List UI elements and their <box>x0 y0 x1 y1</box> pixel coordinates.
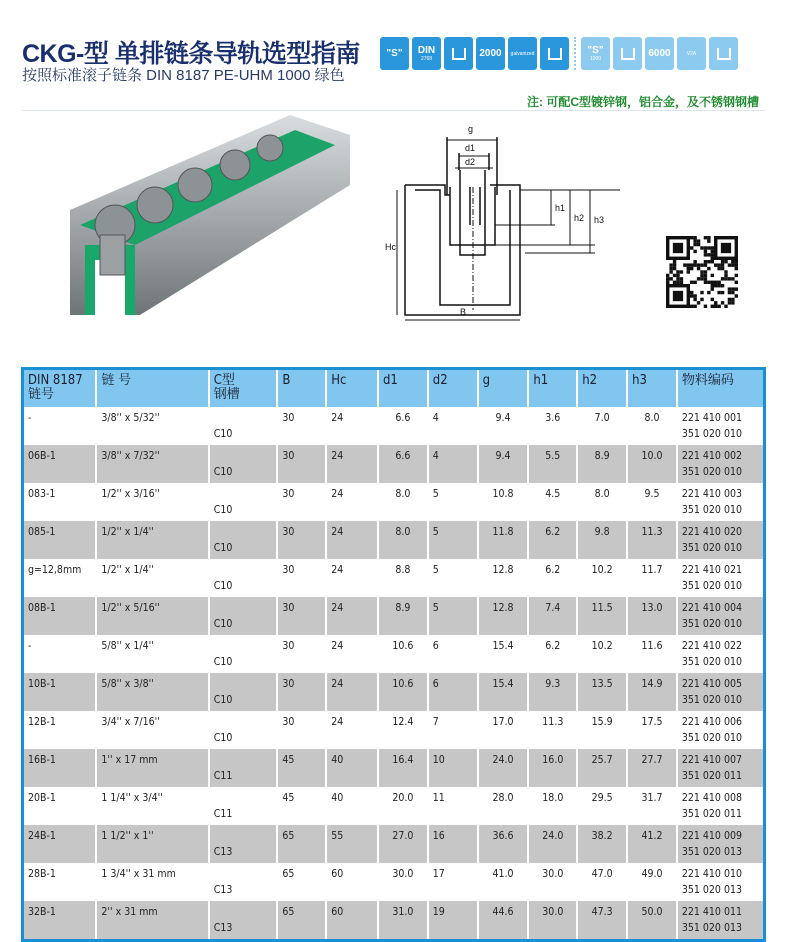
cell-hc: 24 <box>326 711 378 749</box>
part-number: 221 410 021 <box>681 563 742 576</box>
cell-din: 12B-1 <box>23 711 97 749</box>
cell-d2: 5 <box>428 597 478 635</box>
table-row <box>23 787 765 825</box>
cell-hc: 24 <box>326 521 378 559</box>
cell-b: 30 <box>277 597 326 635</box>
part-number: 221 410 011 <box>681 905 742 918</box>
cell-din: 085-1 <box>23 521 97 559</box>
cell-d2: 4 <box>428 445 478 483</box>
cell-d1: 10.6 <box>378 635 428 673</box>
cell-d2: 6 <box>428 673 478 711</box>
cell-d1: 8.0 <box>378 483 428 521</box>
part-number: 351 020 013 <box>681 883 742 896</box>
cell-channel: C13 <box>209 863 278 901</box>
part-number: 221 410 010 <box>681 867 742 880</box>
cell-d2: 17 <box>428 863 478 901</box>
label-d2: d2 <box>465 157 476 167</box>
feature-icons <box>380 37 738 70</box>
cell-channel: C10 <box>209 445 278 483</box>
cell-h3: 27.7 <box>627 749 677 787</box>
cell-channel: C10 <box>209 521 278 559</box>
cell-b: 30 <box>277 483 326 521</box>
cell-d1: 8.9 <box>378 597 428 635</box>
part-number: 221 410 004 <box>681 601 742 614</box>
cell-chain: 1/2'' x 5/16'' <box>96 597 208 635</box>
part-number: 221 410 002 <box>681 449 742 462</box>
part-numbers <box>677 711 765 749</box>
part-numbers <box>677 483 765 521</box>
table-row <box>23 749 765 787</box>
cell-h3: 11.7 <box>627 559 677 597</box>
icon-separator <box>574 37 576 70</box>
cell-g: 17.0 <box>478 711 529 749</box>
cell-chain: 1'' x 17 mm <box>96 749 208 787</box>
page-subtitle: 按照标准滚子链条 DIN 8187 PE-UHM 1000 绿色 <box>22 67 345 84</box>
cell-b: 30 <box>277 407 326 445</box>
cell-d2: 5 <box>428 559 478 597</box>
cell-hc: 24 <box>326 559 378 597</box>
cell-h1: 5.5 <box>528 445 577 483</box>
cell-channel: C10 <box>209 635 278 673</box>
cell-h2: 8.0 <box>577 483 627 521</box>
cell-channel: C10 <box>209 559 278 597</box>
cell-hc: 60 <box>326 901 378 941</box>
cell-h2: 25.7 <box>577 749 627 787</box>
cell-h1: 7.4 <box>528 597 577 635</box>
din-2768-icon <box>412 37 441 70</box>
part-numbers <box>677 749 765 787</box>
part-number: 221 410 022 <box>681 639 742 652</box>
cell-d2: 5 <box>428 483 478 521</box>
cell-din: g=12,8mm <box>23 559 97 597</box>
table-row <box>23 863 765 901</box>
cell-d1: 10.6 <box>378 673 428 711</box>
part-number: 351 020 013 <box>681 921 742 934</box>
s-1000-icon <box>581 37 610 70</box>
cell-b: 45 <box>277 749 326 787</box>
part-numbers <box>677 407 765 445</box>
cell-din: 06B-1 <box>23 445 97 483</box>
part-number: 351 020 010 <box>681 579 742 592</box>
cell-g: 44.6 <box>478 901 529 941</box>
length-2000-icon <box>476 37 505 70</box>
spec-table <box>21 367 766 942</box>
icon-top-label: 6000 <box>648 47 671 59</box>
table-row <box>23 521 765 559</box>
part-number: 351 020 010 <box>681 465 742 478</box>
cell-channel: C10 <box>209 407 278 445</box>
cell-d1: 8.8 <box>378 559 428 597</box>
part-number: 221 410 001 <box>681 411 742 424</box>
cell-h3: 8.0 <box>627 407 677 445</box>
part-number: 351 020 010 <box>681 617 742 630</box>
cell-chain: 1/2'' x 1/4'' <box>96 559 208 597</box>
table-row <box>23 635 765 673</box>
cell-b: 30 <box>277 521 326 559</box>
cell-g: 15.4 <box>478 673 529 711</box>
cell-hc: 60 <box>326 863 378 901</box>
column-header: Hc <box>326 369 378 407</box>
column-header: 链 号 <box>96 369 208 407</box>
cell-g: 15.4 <box>478 635 529 673</box>
cell-hc: 24 <box>326 635 378 673</box>
part-numbers <box>677 597 765 635</box>
table-row <box>23 711 765 749</box>
part-number: 351 020 010 <box>681 693 742 706</box>
cell-din: 24B-1 <box>23 825 97 863</box>
label-h1: h1 <box>555 203 566 213</box>
cell-b: 65 <box>277 901 326 941</box>
cell-d2: 6 <box>428 635 478 673</box>
cell-h2: 10.2 <box>577 635 627 673</box>
table-row <box>23 597 765 635</box>
cell-h1: 6.2 <box>528 559 577 597</box>
cell-d2: 10 <box>428 749 478 787</box>
cell-h3: 13.0 <box>627 597 677 635</box>
cell-d2: 5 <box>428 521 478 559</box>
cell-h1: 6.2 <box>528 521 577 559</box>
cell-chain: 3/8'' x 7/32'' <box>96 445 208 483</box>
cell-h2: 13.5 <box>577 673 627 711</box>
cell-h3: 11.3 <box>627 521 677 559</box>
cell-h3: 50.0 <box>627 901 677 941</box>
table-row <box>23 559 765 597</box>
icon-bottom-label: galvanized <box>510 50 535 57</box>
column-header: h3 <box>627 369 677 407</box>
column-header: h1 <box>528 369 577 407</box>
label-h3: h3 <box>594 215 605 225</box>
part-number: 351 020 011 <box>681 807 742 820</box>
cell-h2: 47.3 <box>577 901 627 941</box>
cell-h3: 49.0 <box>627 863 677 901</box>
cell-h2: 9.8 <box>577 521 627 559</box>
cell-hc: 24 <box>326 445 378 483</box>
cell-hc: 55 <box>326 825 378 863</box>
icon-top-label: "S" <box>587 44 604 56</box>
cell-channel: C13 <box>209 825 278 863</box>
table-row <box>23 825 765 863</box>
cell-chain: 3/8'' x 5/32'' <box>96 407 208 445</box>
cell-channel: C10 <box>209 673 278 711</box>
cell-h1: 30.0 <box>528 901 577 941</box>
cell-g: 9.4 <box>478 407 529 445</box>
cell-h1: 3.6 <box>528 407 577 445</box>
material-note: 注: 可配C型镀锌钢，铝合金，及不锈钢钢槽 <box>527 95 759 109</box>
part-number: 351 020 011 <box>681 769 742 782</box>
cell-b: 30 <box>277 635 326 673</box>
label-g: g <box>468 124 474 134</box>
cell-hc: 40 <box>326 749 378 787</box>
cell-channel: C10 <box>209 711 278 749</box>
cell-g: 9.4 <box>478 445 529 483</box>
cell-h2: 29.5 <box>577 787 627 825</box>
cell-d1: 12.4 <box>378 711 428 749</box>
divider <box>22 110 765 111</box>
cell-d2: 16 <box>428 825 478 863</box>
column-header: d2 <box>428 369 478 407</box>
cell-d2: 11 <box>428 787 478 825</box>
cell-h3: 10.0 <box>627 445 677 483</box>
cell-b: 65 <box>277 863 326 901</box>
part-numbers <box>677 901 765 941</box>
lines-icon <box>613 37 642 70</box>
cell-b: 30 <box>277 445 326 483</box>
length-6000-icon <box>645 37 674 70</box>
cell-chain: 1/2'' x 1/4'' <box>96 521 208 559</box>
cell-h2: 15.9 <box>577 711 627 749</box>
cell-d2: 4 <box>428 407 478 445</box>
icon-bottom-label: 2768 <box>420 55 433 62</box>
cell-h2: 8.9 <box>577 445 627 483</box>
cell-chain: 1 1/2'' x 1'' <box>96 825 208 863</box>
cell-h2: 11.5 <box>577 597 627 635</box>
cell-din: - <box>23 635 97 673</box>
part-number: 351 020 010 <box>681 655 742 668</box>
part-number: 221 410 008 <box>681 791 742 804</box>
cell-h1: 16.0 <box>528 749 577 787</box>
cell-g: 10.8 <box>478 483 529 521</box>
column-header: d1 <box>378 369 428 407</box>
cell-h3: 9.5 <box>627 483 677 521</box>
part-number: 351 020 010 <box>681 503 742 516</box>
v2a-icon <box>677 37 706 70</box>
label-h2: h2 <box>574 213 585 223</box>
cell-b: 65 <box>277 825 326 863</box>
cell-g: 12.8 <box>478 559 529 597</box>
cell-hc: 24 <box>326 673 378 711</box>
cell-din: 20B-1 <box>23 787 97 825</box>
cell-h3: 14.9 <box>627 673 677 711</box>
cell-g: 11.8 <box>478 521 529 559</box>
cell-h3: 31.7 <box>627 787 677 825</box>
part-number: 221 410 009 <box>681 829 742 842</box>
column-header: DIN 8187 链号 <box>23 369 97 407</box>
part-number: 351 020 010 <box>681 731 742 744</box>
icon-bottom-label: V2A <box>686 50 697 57</box>
part-number: 351 020 010 <box>681 541 742 554</box>
cell-channel: C13 <box>209 901 278 941</box>
cell-h2: 38.2 <box>577 825 627 863</box>
part-number: 221 410 003 <box>681 487 742 500</box>
cell-b: 30 <box>277 673 326 711</box>
part-numbers <box>677 673 765 711</box>
page-title: CKG-型 单排链条导轨选型指南 <box>22 40 360 68</box>
cell-h1: 4.5 <box>528 483 577 521</box>
table-row <box>23 901 765 941</box>
label-b: B <box>460 307 467 317</box>
cell-h3: 11.6 <box>627 635 677 673</box>
qr-code <box>665 236 739 308</box>
part-numbers <box>677 445 765 483</box>
cell-h3: 41.2 <box>627 825 677 863</box>
cell-b: 45 <box>277 787 326 825</box>
cell-g: 12.8 <box>478 597 529 635</box>
table-row <box>23 483 765 521</box>
part-numbers <box>677 787 765 825</box>
cell-h2: 7.0 <box>577 407 627 445</box>
cell-d2: 7 <box>428 711 478 749</box>
profile-corner-icon <box>444 37 473 70</box>
chain-guide-photo <box>60 115 350 325</box>
cell-hc: 24 <box>326 483 378 521</box>
cell-g: 28.0 <box>478 787 529 825</box>
mounting-icon <box>540 37 569 70</box>
column-header: B <box>277 369 326 407</box>
cell-din: 083-1 <box>23 483 97 521</box>
icon-top-label: 2000 <box>479 47 502 59</box>
cell-hc: 24 <box>326 597 378 635</box>
cell-d1: 31.0 <box>378 901 428 941</box>
cell-din: 16B-1 <box>23 749 97 787</box>
cell-din: 28B-1 <box>23 863 97 901</box>
galvanized-icon <box>508 37 537 70</box>
part-number: 221 410 006 <box>681 715 742 728</box>
cell-d1: 6.6 <box>378 407 428 445</box>
label-d1: d1 <box>465 143 476 153</box>
cell-d1: 30.0 <box>378 863 428 901</box>
cell-d1: 16.4 <box>378 749 428 787</box>
cell-h2: 10.2 <box>577 559 627 597</box>
cell-din: - <box>23 407 97 445</box>
cell-h2: 47.0 <box>577 863 627 901</box>
part-numbers <box>677 863 765 901</box>
cell-g: 41.0 <box>478 863 529 901</box>
cell-h1: 6.2 <box>528 635 577 673</box>
cell-g: 36.6 <box>478 825 529 863</box>
s-profile-icon <box>380 37 409 70</box>
part-numbers <box>677 825 765 863</box>
mounting-2-icon <box>709 37 738 70</box>
cell-channel: C10 <box>209 483 278 521</box>
cell-channel: C11 <box>209 749 278 787</box>
table-row <box>23 407 765 445</box>
part-number: 221 410 005 <box>681 677 742 690</box>
cell-chain: 5/8'' x 3/8'' <box>96 673 208 711</box>
part-number: 351 020 013 <box>681 845 742 858</box>
column-header: h2 <box>577 369 627 407</box>
column-header: C型 钢槽 <box>209 369 278 407</box>
cell-din: 08B-1 <box>23 597 97 635</box>
cell-channel: C11 <box>209 787 278 825</box>
cell-h1: 24.0 <box>528 825 577 863</box>
icon-top-label: "S" <box>386 47 403 59</box>
cell-b: 30 <box>277 559 326 597</box>
cell-d2: 19 <box>428 901 478 941</box>
cell-chain: 3/4'' x 7/16'' <box>96 711 208 749</box>
cell-h1: 9.3 <box>528 673 577 711</box>
cell-din: 10B-1 <box>23 673 97 711</box>
cell-chain: 1 3/4'' x 31 mm <box>96 863 208 901</box>
cell-chain: 1/2'' x 3/16'' <box>96 483 208 521</box>
part-number: 351 020 010 <box>681 427 742 440</box>
cell-h1: 30.0 <box>528 863 577 901</box>
cell-chain: 2'' x 31 mm <box>96 901 208 941</box>
cell-hc: 24 <box>326 407 378 445</box>
cell-h1: 11.3 <box>528 711 577 749</box>
cell-chain: 1 1/4'' x 3/4'' <box>96 787 208 825</box>
cell-h1: 18.0 <box>528 787 577 825</box>
part-number: 221 410 020 <box>681 525 742 538</box>
cell-d1: 27.0 <box>378 825 428 863</box>
label-hc: Hc <box>385 242 396 252</box>
part-numbers <box>677 635 765 673</box>
part-numbers <box>677 559 765 597</box>
cell-chain: 5/8'' x 1/4'' <box>96 635 208 673</box>
cell-d1: 20.0 <box>378 787 428 825</box>
table-row <box>23 673 765 711</box>
cell-b: 30 <box>277 711 326 749</box>
icon-bottom-label: 1000 <box>589 55 602 62</box>
table-row <box>23 445 765 483</box>
part-number: 221 410 007 <box>681 753 742 766</box>
cell-channel: C10 <box>209 597 278 635</box>
part-numbers <box>677 521 765 559</box>
column-header: g <box>478 369 529 407</box>
cell-g: 24.0 <box>478 749 529 787</box>
cell-din: 32B-1 <box>23 901 97 941</box>
column-header: 物料编码 <box>677 369 765 407</box>
icon-top-label: DIN <box>417 44 436 56</box>
cell-d1: 8.0 <box>378 521 428 559</box>
profile-diagram <box>385 115 625 325</box>
cell-d1: 6.6 <box>378 445 428 483</box>
cell-hc: 40 <box>326 787 378 825</box>
cell-h3: 17.5 <box>627 711 677 749</box>
